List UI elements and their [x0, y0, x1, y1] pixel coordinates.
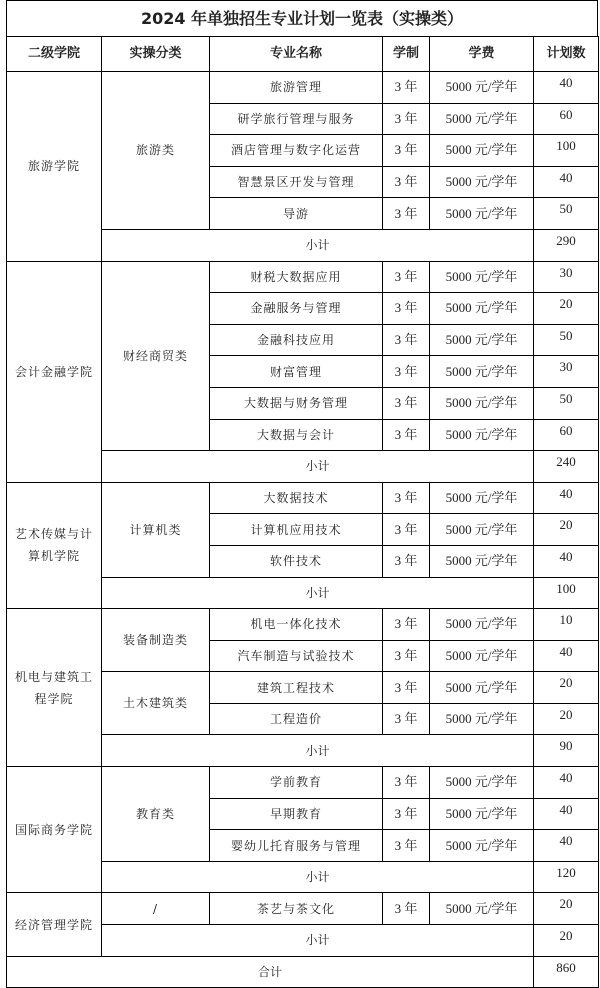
major-name-cell: 计算机应用技术	[210, 514, 383, 546]
college-cell: 机电与建筑工程学院	[7, 609, 102, 767]
plan-cell: 20	[534, 703, 599, 735]
years-cell: 3 年	[383, 261, 430, 293]
subtotal-label: 小计	[102, 577, 534, 609]
years-cell: 3 年	[383, 198, 430, 230]
years-cell: 3 年	[383, 798, 430, 830]
table-row	[7, 72, 599, 104]
major-name-cell: 旅游管理	[210, 72, 383, 104]
fee-cell: 5000 元/学年	[430, 166, 534, 198]
plan-cell: 40	[534, 798, 599, 830]
years-cell: 3 年	[383, 482, 430, 514]
major-name-cell: 婴幼儿托育服务与管理	[210, 830, 383, 862]
years-cell: 3 年	[383, 72, 430, 104]
subtotal-value: 90	[534, 735, 599, 767]
years-cell: 3 年	[383, 830, 430, 862]
fee-cell: 5000 元/学年	[430, 293, 534, 325]
plan-cell: 40	[534, 640, 599, 672]
fee-cell: 5000 元/学年	[430, 830, 534, 862]
header-college: 二级学院	[7, 37, 102, 72]
years-cell: 3 年	[383, 514, 430, 546]
major-name-cell: 大数据与财务管理	[210, 387, 383, 419]
category-cell: 土木建筑类	[102, 672, 210, 735]
major-name-cell: 大数据与会计	[210, 419, 383, 451]
years-cell: 3 年	[383, 166, 430, 198]
plan-cell: 40	[534, 830, 599, 862]
fee-cell: 5000 元/学年	[430, 514, 534, 546]
major-name-cell: 金融服务与管理	[210, 293, 383, 325]
major-name-cell: 金融科技应用	[210, 324, 383, 356]
college-cell: 国际商务学院	[7, 767, 102, 893]
fee-cell: 5000 元/学年	[430, 103, 534, 135]
fee-cell: 5000 元/学年	[430, 72, 534, 104]
major-name-cell: 汽车制造与试验技术	[210, 640, 383, 672]
fee-cell: 5000 元/学年	[430, 609, 534, 641]
category-cell: 旅游类	[102, 72, 210, 230]
header-row	[7, 37, 599, 72]
years-cell: 3 年	[383, 767, 430, 799]
category-cell: 计算机类	[102, 482, 210, 577]
plan-cell: 30	[534, 356, 599, 388]
table-row	[7, 609, 599, 641]
table-row	[7, 482, 599, 514]
plan-cell: 20	[534, 514, 599, 546]
major-name-cell: 财富管理	[210, 356, 383, 388]
major-name-cell: 导游	[210, 198, 383, 230]
table-title: 2024 年单独招生专业计划一览表（实操类）	[6, 0, 598, 36]
table-body	[7, 72, 599, 988]
plan-cell: 100	[534, 135, 599, 167]
college-cell: 旅游学院	[7, 72, 102, 262]
header-category: 实操分类	[102, 37, 210, 72]
plan-cell: 60	[534, 103, 599, 135]
plan-cell: 20	[534, 672, 599, 704]
header-years: 学制	[383, 37, 430, 72]
header-plan: 计划数	[534, 37, 599, 72]
plan-cell: 40	[534, 72, 599, 104]
subtotal-label: 小计	[102, 735, 534, 767]
total-row	[7, 956, 599, 988]
major-name-cell: 酒店管理与数字化运营	[210, 135, 383, 167]
major-name-cell: 早期教育	[210, 798, 383, 830]
major-name-cell: 财税大数据应用	[210, 261, 383, 293]
plan-cell: 40	[534, 545, 599, 577]
subtotal-label: 小计	[102, 451, 534, 483]
years-cell: 3 年	[383, 387, 430, 419]
category-cell: 教育类	[102, 767, 210, 862]
years-cell: 3 年	[383, 103, 430, 135]
plan-cell: 50	[534, 324, 599, 356]
fee-cell: 5000 元/学年	[430, 135, 534, 167]
fee-cell: 5000 元/学年	[430, 261, 534, 293]
plan-cell: 30	[534, 261, 599, 293]
fee-cell: 5000 元/学年	[430, 198, 534, 230]
major-name-cell: 学前教育	[210, 767, 383, 799]
fee-cell: 5000 元/学年	[430, 672, 534, 704]
years-cell: 3 年	[383, 893, 430, 925]
major-name-cell: 茶艺与茶文化	[210, 893, 383, 925]
subtotal-label: 小计	[102, 861, 534, 893]
subtotal-label: 小计	[102, 925, 534, 957]
fee-cell: 5000 元/学年	[430, 767, 534, 799]
years-cell: 3 年	[383, 609, 430, 641]
total-label: 合计	[7, 956, 534, 988]
college-cell: 经济管理学院	[7, 893, 102, 956]
enrollment-plan-table	[6, 36, 599, 988]
major-name-cell: 建筑工程技术	[210, 672, 383, 704]
plan-cell: 60	[534, 419, 599, 451]
college-cell: 会计金融学院	[7, 261, 102, 482]
years-cell: 3 年	[383, 672, 430, 704]
category-cell: /	[102, 893, 210, 925]
fee-cell: 5000 元/学年	[430, 419, 534, 451]
subtotal-value: 100	[534, 577, 599, 609]
subtotal-value: 120	[534, 861, 599, 893]
fee-cell: 5000 元/学年	[430, 798, 534, 830]
years-cell: 3 年	[383, 293, 430, 325]
years-cell: 3 年	[383, 545, 430, 577]
fee-cell: 5000 元/学年	[430, 545, 534, 577]
major-name-cell: 智慧景区开发与管理	[210, 166, 383, 198]
fee-cell: 5000 元/学年	[430, 893, 534, 925]
subtotal-value: 290	[534, 229, 599, 261]
years-cell: 3 年	[383, 640, 430, 672]
category-cell: 装备制造类	[102, 609, 210, 672]
plan-cell: 20	[534, 893, 599, 925]
table-row	[7, 261, 599, 293]
years-cell: 3 年	[383, 419, 430, 451]
fee-cell: 5000 元/学年	[430, 356, 534, 388]
plan-cell: 40	[534, 482, 599, 514]
college-cell: 艺术传媒与计算机学院	[7, 482, 102, 608]
table-row	[7, 767, 599, 799]
total-value: 860	[534, 956, 599, 988]
plan-cell: 20	[534, 293, 599, 325]
major-name-cell: 工程造价	[210, 703, 383, 735]
table-row	[7, 893, 599, 925]
years-cell: 3 年	[383, 135, 430, 167]
fee-cell: 5000 元/学年	[430, 482, 534, 514]
plan-cell: 50	[534, 387, 599, 419]
years-cell: 3 年	[383, 324, 430, 356]
subtotal-value: 240	[534, 451, 599, 483]
subtotal-label: 小计	[102, 229, 534, 261]
fee-cell: 5000 元/学年	[430, 387, 534, 419]
plan-cell: 40	[534, 166, 599, 198]
fee-cell: 5000 元/学年	[430, 640, 534, 672]
plan-cell: 10	[534, 609, 599, 641]
major-name-cell: 大数据技术	[210, 482, 383, 514]
header-major: 专业名称	[210, 37, 383, 72]
years-cell: 3 年	[383, 356, 430, 388]
plan-cell: 50	[534, 198, 599, 230]
fee-cell: 5000 元/学年	[430, 703, 534, 735]
plan-cell: 40	[534, 767, 599, 799]
fee-cell: 5000 元/学年	[430, 324, 534, 356]
years-cell: 3 年	[383, 703, 430, 735]
subtotal-value: 20	[534, 925, 599, 957]
major-name-cell: 研学旅行管理与服务	[210, 103, 383, 135]
major-name-cell: 机电一体化技术	[210, 609, 383, 641]
category-cell: 财经商贸类	[102, 261, 210, 451]
header-fee: 学费	[430, 37, 534, 72]
major-name-cell: 软件技术	[210, 545, 383, 577]
